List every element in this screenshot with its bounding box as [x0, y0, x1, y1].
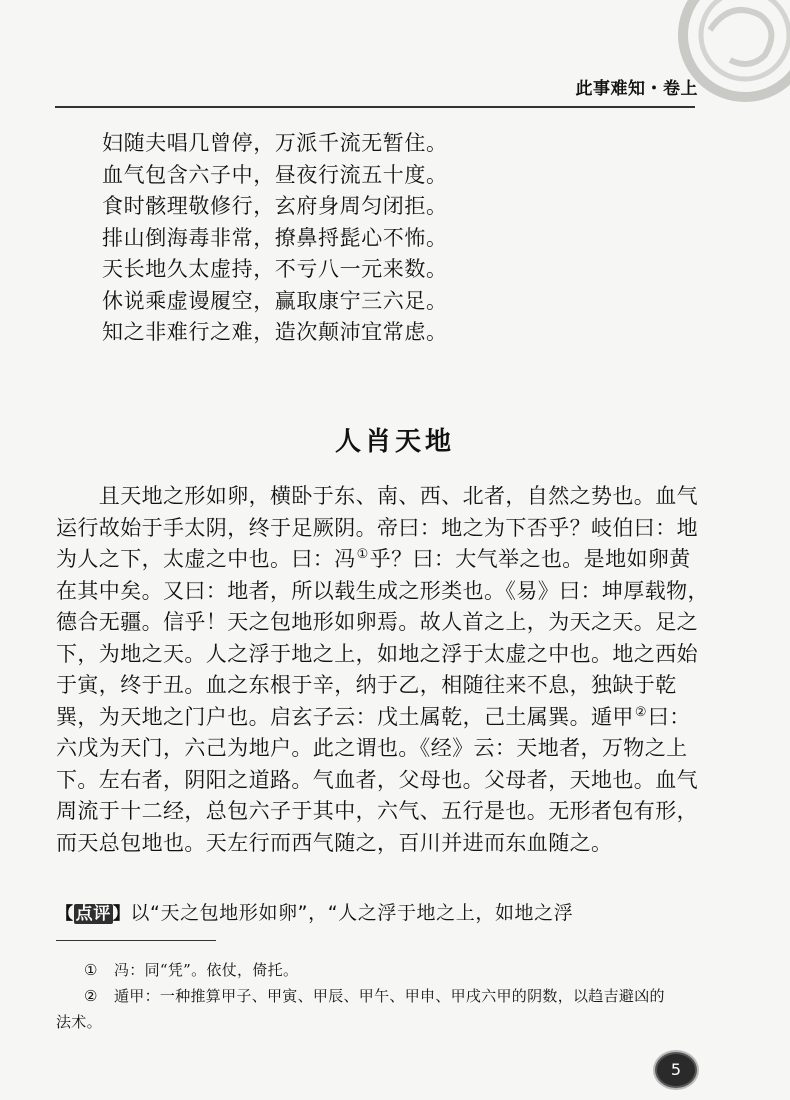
footnote-text-continuation: 法术。 — [56, 1013, 102, 1031]
body-paragraph — [56, 481, 709, 859]
poem-line: 妇随夫唱几曾停，万派千流无暂住。 — [102, 131, 448, 155]
body-line: 德合无疆。信乎！天之包地形如卵焉。故人首之上，为天之天。足之 — [56, 610, 698, 634]
page-number-badge: 5 — [655, 1052, 697, 1088]
body-text-segment: 巽，为天地之门户也。启玄子云：戊土属乾，己土属巽。遁甲 — [56, 704, 634, 729]
footnote-ref-2[interactable]: ② — [634, 704, 647, 720]
body-line: 在其中矣。又曰：地者，所以载生成之形类也。《易》曰：坤厚载物， — [56, 578, 709, 603]
poem-line: 休说乘虚谩履空，赢取康宁三六足。 — [102, 288, 448, 313]
footnote-text: 冯：同“凭”。依仗，倚托。 — [114, 961, 299, 979]
body-text-segment: 为人之下，太虚之中也。曰：冯 — [56, 547, 356, 571]
footnote-ref-1[interactable]: ① — [356, 547, 369, 562]
footnote-marker: ② — [84, 987, 98, 1005]
section-title: 人肖天地 — [334, 427, 455, 457]
body-line: 运行故始于手太阴，终于足厥阴。帝曰：地之为下否乎？岐伯曰：地 — [56, 515, 698, 540]
commentary-line — [56, 898, 573, 925]
body-line: 于寅，终于丑。血之东根于辛，纳于乙，相随往来不息，独缺于乾 — [56, 673, 677, 697]
footnote-2-continuation — [56, 1009, 704, 1035]
tag-open-bracket: 【 — [56, 904, 74, 924]
footnote-2 — [84, 983, 704, 1009]
body-line: 下。左右者，阴阳之道路。气血者，父母也。父母者，天地也。血气 — [56, 767, 698, 792]
body-line: 六戊为天门，六己为地户。此之谓也。《经》云：天地者，万物之上 — [56, 736, 688, 760]
poem-line: 天长地久太虚持，不亏八一元来数。 — [102, 257, 448, 281]
body-text-segment: 乎？曰：大气举之也。是地如卵黄 — [369, 547, 691, 571]
footnote-marker: ① — [84, 961, 98, 979]
poem-line: 知之非难行之难，造次颠沛宜常虑。 — [102, 320, 448, 344]
commentary-tag — [56, 904, 130, 924]
footnotes — [56, 957, 704, 1035]
poem-line: 食时骸理敬修行，玄府身周匀闭拒。 — [102, 194, 448, 218]
running-title: 此事难知・卷上 — [575, 79, 698, 99]
body-text-segment: 曰： — [647, 704, 691, 729]
poem-line: 排山倒海毒非常，撩鼻捋髭心不怖。 — [102, 225, 448, 250]
footnote-text: 遁甲：一种推算甲子、甲寅、甲辰、甲午、甲申、甲戌六甲的阴数，以趋吉避凶的 — [114, 987, 665, 1005]
body-line: 周流于十二经，总包六子于其中，六气、五行是也。无形者包有形， — [56, 799, 698, 823]
footnote-rule — [56, 940, 216, 941]
commentary-label: 点评 — [75, 904, 111, 924]
body-line: 而天总包地也。天左行而西气随之，百川并进而东血随之。 — [56, 830, 613, 855]
tag-close-bracket: 】 — [112, 904, 131, 924]
header-rule — [55, 106, 695, 108]
body-line — [56, 544, 691, 576]
body-line: 下，为地之天。人之浮于地之上，如地之浮于太虚之中也。地之西始 — [56, 641, 698, 666]
poem-block — [102, 128, 448, 349]
poem-line: 血气包含六子中，昼夜行流五十度。 — [102, 162, 448, 187]
footnote-1 — [84, 957, 704, 983]
body-line — [56, 702, 691, 734]
body-line: 且天地之形如卵，横卧于东、南、西、北者，自然之势也。血气 — [56, 484, 698, 508]
commentary-text: 以“天之包地形如卵”，“人之浮于地之上，如地之浮 — [130, 902, 574, 924]
